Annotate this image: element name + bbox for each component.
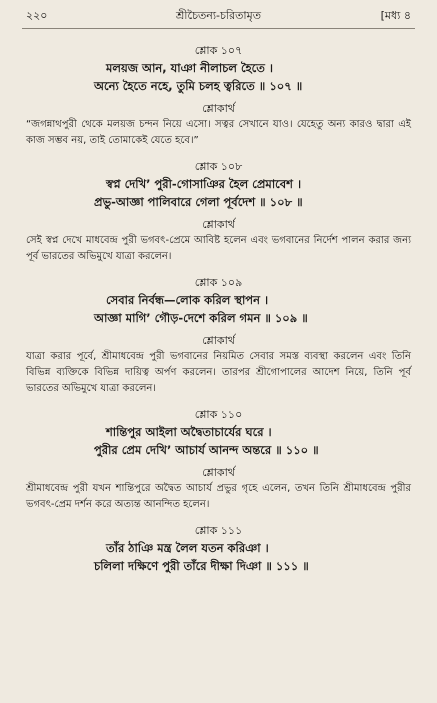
- verse-line: মলয়জ আন, যাঞা নীলাচল হৈতে ।: [106, 61, 274, 75]
- header-divider: [22, 28, 415, 29]
- verse-heading: শ্লোক ১০৯: [194, 276, 243, 289]
- translation-heading: শ্লোকার্থ: [202, 466, 235, 479]
- verse-line: প্রভু-আজ্ঞা পালিবারে গেলা পূর্বদেশ ॥ ১০৮ ॥: [94, 195, 303, 209]
- page-header: [22, 6, 415, 26]
- verse-line: তাঁর ঠাঞি মন্ত্র লৈল যতন করিঞা ।: [106, 541, 269, 555]
- translation-heading: শ্লোকার্থ: [202, 102, 235, 115]
- translation-text: “জগন্নাথপুরী থেকে মলয়জ চন্দন নিয়ে এসো। সত্বর সেখানে যাও। যেহেতু অন্য কারও দ্বারা এই কাজ সম্ভব নয়, তাই তোমাকেই যেতে হবে।”: [26, 119, 411, 146]
- translation-heading: শ্লোকার্থ: [202, 218, 235, 231]
- verse-line: শান্তিপুর আইলা অদ্বৈতাচার্যের ঘরে ।: [106, 425, 272, 439]
- verse-line: স্বপ্ন দেখি’ পুরী-গোসাঞির হৈল প্রেমাবেশ ।: [106, 177, 302, 191]
- section-label: [মধ্য ৪: [380, 9, 411, 22]
- verse-line: আজ্ঞা মাগি’ গৌড়-দেশে করিল গমন ॥ ১০৯ ॥: [94, 311, 308, 325]
- verse-line: অন্যে হৈতে নহে, তুমি চলহ ত্বরিতে ॥ ১০৭ ॥: [94, 79, 303, 93]
- verse-line: চলিলা দক্ষিণে পুরী তাঁরে দীক্ষা দিঞা ॥ ১১১ ॥: [94, 559, 309, 573]
- verse-heading: শ্লোক ১০৮: [194, 160, 243, 173]
- verse-heading: শ্লোক ১১১: [194, 524, 243, 537]
- page-number: ২২০: [26, 9, 48, 22]
- translation-text: শ্রীমাধবেন্দ্র পুরী যখন শান্তিপুরে অদ্বৈত আচার্য প্রভুর গৃহে এলেন, তখন তিনি শ্রীমাধবেন্দ্র পুরীর ভগবৎ-প্রেম দর্শন করে অত্যন্ত আনন্দিত হলেন।: [26, 483, 411, 510]
- verse-line: সেবার নির্বন্ধ—লোক করিল স্থাপন ।: [106, 293, 269, 307]
- book-title: শ্রীচৈতন্য-চরিতামৃত: [176, 9, 261, 22]
- translation-heading: শ্লোকার্থ: [202, 334, 235, 347]
- translation-text: সেই স্বপ্ন দেখে মাধবেন্দ্র পুরী ভগবৎ-প্রেমে আবিষ্ট হলেন এবং ভগবানের নির্দেশ পালন করার জন্য পূর্ব ভারতের অভিমুখে যাত্রা করলেন।: [26, 235, 411, 262]
- verse-heading: শ্লোক ১১০: [194, 408, 243, 421]
- verse-heading: শ্লোক ১০৭: [194, 44, 243, 57]
- translation-text: যাত্রা করার পূর্বে, শ্রীমাধবেন্দ্র পুরী ভগবানের নিয়মিত সেবার সমস্ত ব্যবস্থা করলেন এবং তিনি বিভিন্ন ব্যক্তিকে বিভিন্ন দায়িত্ব অর্পণ করলেন। তারপর শ্রীগোপালের আদেশ নিয়ে, তিনি পূর্ব ভারতের অভিমুখে যাত্রা করলেন।: [26, 351, 411, 394]
- verse-line: পুরীর প্রেম দেখি’ আচার্য আনন্দ অন্তরে ॥ ১১০ ॥: [94, 443, 319, 457]
